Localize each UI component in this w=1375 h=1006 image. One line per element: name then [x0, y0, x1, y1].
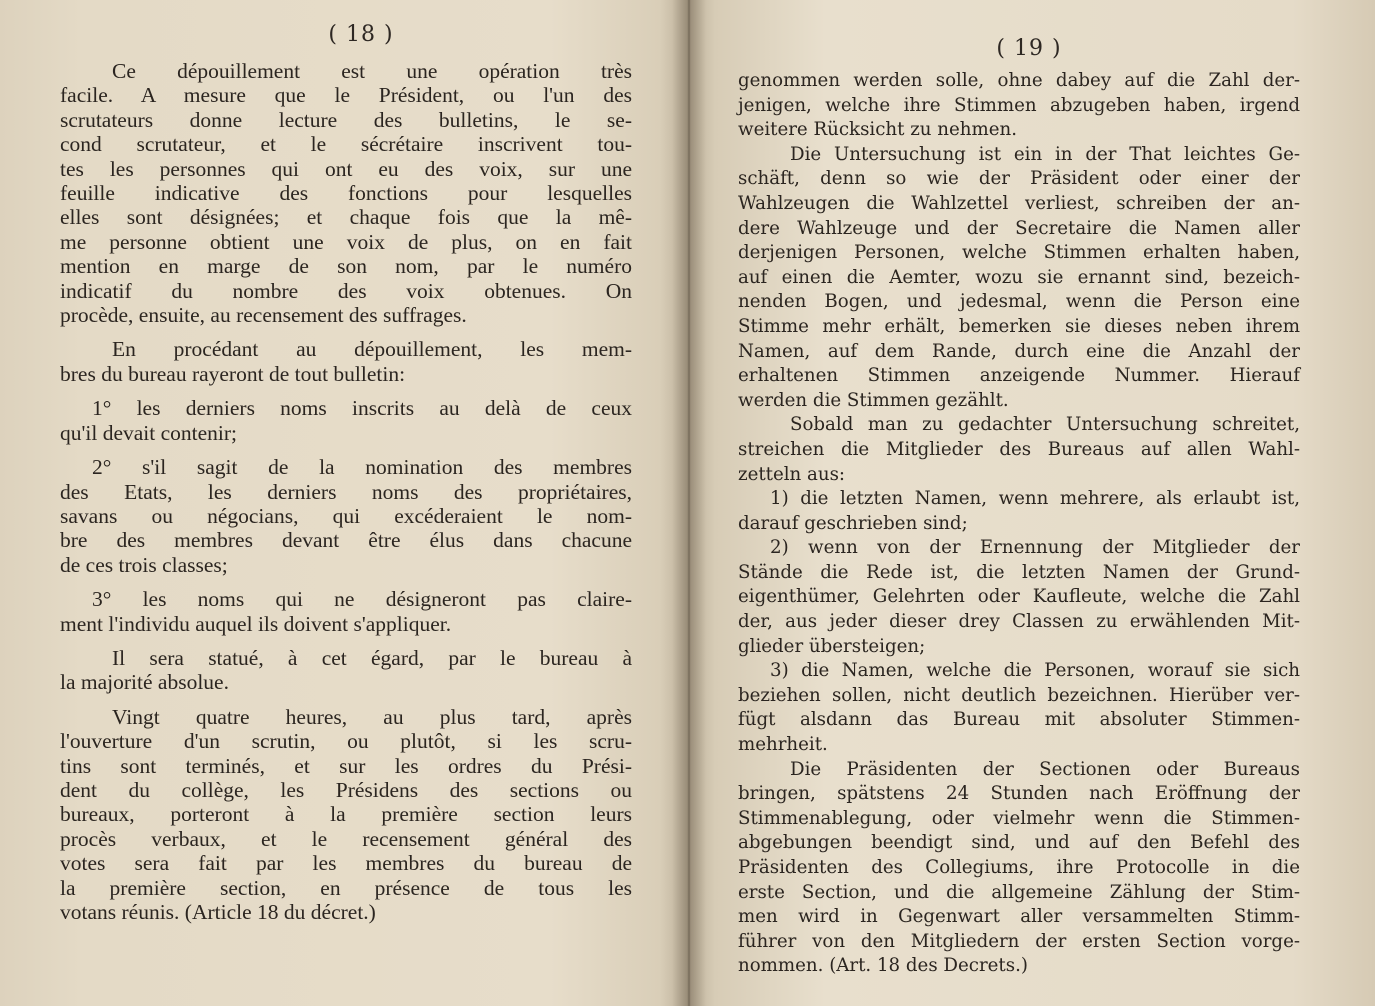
text-line: nommen. (Art. 18 des Decrets.): [738, 955, 1028, 977]
text-line: Die Präsidenten der Sectionen oder Bureaus: [790, 758, 1300, 780]
text-line: dent du collège, les Présidens des sections ou: [60, 777, 632, 802]
text-line: tes les personnes qui ont eu des voix, sur une: [60, 156, 632, 181]
text-line: auf einen die Aemter, wozu sie ernannt sind, bezeich-: [738, 266, 1300, 288]
text-line: de ces trois classes;: [60, 552, 228, 577]
right-paragraph-4: [738, 487, 1300, 536]
left-paragraph-1: [60, 59, 632, 327]
text-line: dere Wahlzeuge und der Secretaire die Namen aller: [738, 217, 1300, 239]
text-line: la première section, en présence de tous les: [60, 875, 632, 900]
text-line: 2° s'il sagit de la nomination des membres: [92, 455, 632, 480]
text-line: erhaltenen Stimmen anzeigende Nummer. Hierauf: [738, 365, 1300, 387]
left-paragraph-7: [60, 705, 632, 925]
text-line: Ce dépouillement est une opération très: [112, 59, 632, 83]
right-page: [738, 0, 1300, 1006]
text-line: Die Untersuchung ist ein in der That leichtes Ge-: [790, 143, 1300, 165]
text-line: werden die Stimmen gezählt.: [738, 389, 1009, 411]
text-line: me personne obtient une voix de plus, on en fait: [60, 229, 632, 254]
left-paragraph-3: [60, 396, 632, 445]
text-line: 3) die Namen, welche die Personen, worauf sie sich: [770, 660, 1300, 682]
text-line: Stimme mehr erhält, bemerken sie dieses neben ihrem: [738, 315, 1300, 337]
text-line: mehrheit.: [738, 734, 828, 756]
right-paragraph-2: [738, 143, 1300, 414]
left-paragraph-6: [60, 646, 632, 695]
text-line: Sobald man zu gedachter Untersuchung schreitet,: [790, 414, 1300, 436]
text-line: bureaux, porteront à la première section leurs: [60, 802, 632, 827]
text-line: der, aus jeder dieser drey Classen zu erwählenden Mit-: [738, 611, 1300, 633]
text-line: 2) wenn von der Ernennung der Mitglieder der: [770, 537, 1300, 559]
text-line: Wahlzeugen die Wahlzettel verliest, schreiben der an-: [738, 192, 1300, 214]
text-line: Stände die Rede ist, die letzten Namen der Grund-: [738, 561, 1300, 583]
text-line: cond scrutateur, et le sécrétaire inscrivent tou-: [60, 132, 632, 157]
text-line: Vingt quatre heures, au plus tard, après: [112, 704, 632, 729]
text-line: mention en marge de son nom, par le numéro: [60, 254, 632, 279]
right-paragraph-6: [738, 659, 1300, 757]
text-line: führer von den Mitgliedern der ersten Section vorge-: [738, 930, 1300, 952]
text-line: savans ou négocians, qui excéderaient le nom-: [60, 503, 632, 528]
left-page: [60, 0, 632, 1006]
left-page-text: [60, 59, 632, 924]
text-line: eigenthümer, Gelehrten oder Kaufleute, welche die Zahl: [738, 586, 1300, 608]
book-gutter: [672, 0, 706, 1006]
text-line: erste Section, und die allgemeine Zählung der Stim-: [738, 881, 1300, 903]
text-line: des Etats, les derniers noms des propriétaires,: [60, 479, 632, 504]
text-line: l'ouverture d'un scrutin, ou plutôt, si les scru-: [60, 729, 632, 754]
text-line: streichen die Mitglieder des Bureaus auf allen Wahl-: [738, 438, 1300, 460]
text-line: fügt alsdann das Bureau mit absoluter Stimmen-: [738, 709, 1300, 731]
text-line: Präsidenten des Collegiums, ihre Protocolle in die: [738, 857, 1300, 878]
text-line: En procédant au dépouillement, les mem-: [112, 337, 632, 362]
text-line: votes sera fait par les membres du bureau de: [60, 851, 632, 876]
text-line: feuille indicative des fonctions pour lesquelles: [60, 181, 632, 206]
text-line: zetteln aus:: [738, 463, 846, 485]
right-paragraph-1: [738, 69, 1300, 143]
text-line: darauf geschrieben sind;: [738, 512, 968, 534]
text-line: Il sera statué, à cet égard, par le bureau à: [112, 645, 632, 670]
text-line: weitere Rücksicht zu nehmen.: [738, 119, 1017, 141]
text-line: ment l'individu auquel ils doivent s'appliquer.: [60, 611, 452, 636]
right-paragraph-7: [738, 758, 1300, 979]
right-paragraph-3: [738, 413, 1300, 487]
text-line: procède, ensuite, au recensement des suffrages.: [60, 303, 467, 328]
text-line: men wird in Gegenwart aller versammelten Stimm-: [738, 906, 1300, 928]
text-line: qu'il devait contenir;: [60, 420, 238, 445]
left-paragraph-5: [60, 587, 632, 636]
text-line: derjenigen Personen, welche Stimmen erhalten haben,: [738, 242, 1300, 264]
text-line: tins sont terminés, et sur les ordres du Prési-: [60, 753, 632, 778]
text-line: votans réunis. (Article 18 du décret.): [60, 900, 376, 924]
text-line: jenigen, welche ihre Stimmen abzugeben haben, irgend: [738, 94, 1300, 116]
text-line: procès verbaux, et le recensement général des: [60, 826, 632, 851]
left-paragraph-4: [60, 455, 632, 577]
text-line: nenden Bogen, und jedesmal, wenn die Person eine: [738, 291, 1300, 313]
text-line: facile. A mesure que le Président, ou l'un des: [60, 83, 632, 108]
text-line: 1) die letzten Namen, wenn mehrere, als erlaubt ist,: [770, 488, 1300, 510]
text-line: scrutateurs donne lecture des bulletins, le se-: [60, 107, 632, 132]
left-paragraph-2: [60, 337, 632, 386]
text-line: abgebungen beendigt sind, und auf den Befehl des: [738, 832, 1300, 854]
text-line: elles sont désignées; et chaque fois que la mê-: [60, 205, 632, 230]
text-line: 1° les derniers noms inscrits au delà de ceux: [92, 396, 632, 421]
right-page-text: [738, 69, 1300, 979]
text-line: indicatif du nombre des voix obtenues. On: [60, 278, 632, 303]
text-line: Stimmenablegung, oder vielmehr wenn die Stimmen-: [738, 807, 1300, 829]
text-line: bre des membres devant être élus dans chacune: [60, 528, 632, 553]
text-line: Namen, auf dem Rande, durch eine die Anzahl der: [738, 340, 1300, 362]
left-page-number: ( 18 ): [328, 22, 394, 47]
text-line: beziehen sollen, nicht deutlich bezeichnen. Hierüber ver-: [738, 684, 1300, 706]
text-line: bringen, spätstens 24 Stunden nach Eröffnung der: [738, 783, 1300, 805]
text-line: schäft, denn so wie der Präsident oder einer der: [738, 168, 1300, 190]
text-line: la majorité absolue.: [60, 670, 229, 695]
text-line: 3° les noms qui ne désigneront pas claire-: [92, 587, 632, 612]
text-line: bres du bureau rayeront de tout bulletin:: [60, 361, 406, 386]
right-paragraph-5: [738, 536, 1300, 659]
text-line: glieder übersteigen;: [738, 635, 926, 657]
right-page-number: ( 19 ): [996, 36, 1062, 61]
text-line: genommen werden solle, ohne dabey auf die Zahl der-: [738, 70, 1300, 91]
